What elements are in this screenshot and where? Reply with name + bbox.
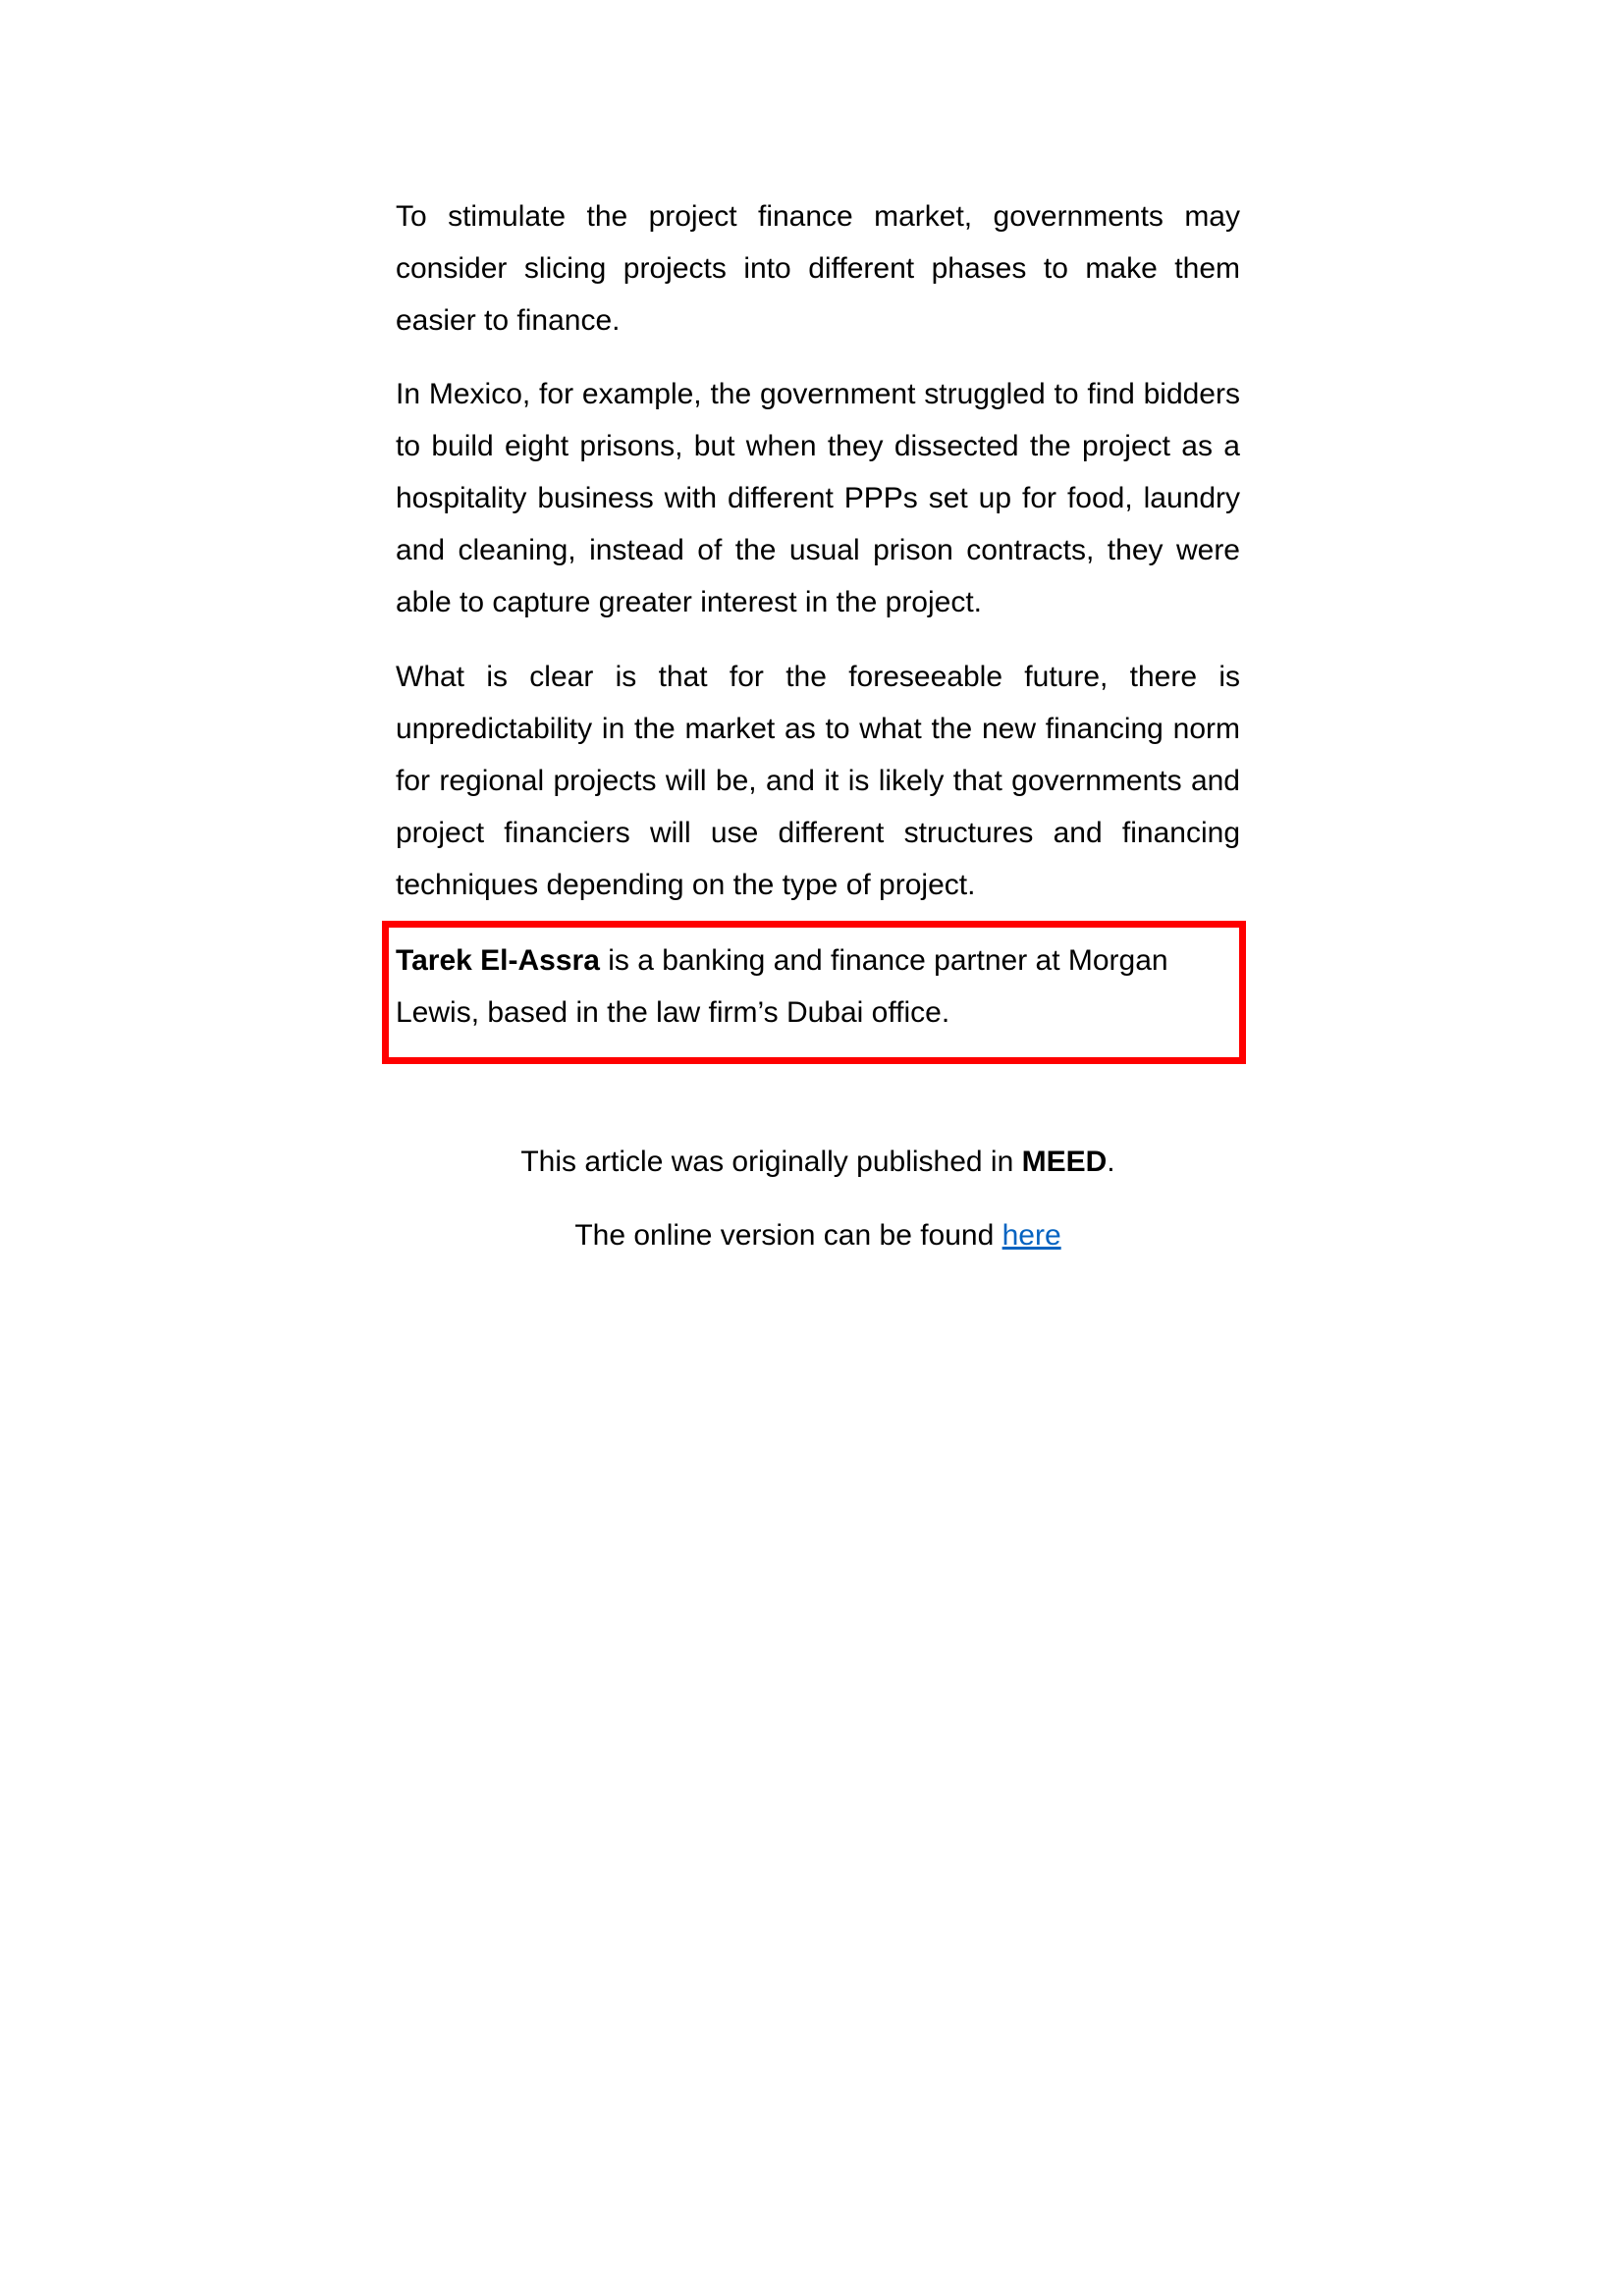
publication-source: MEED [1021,1146,1108,1178]
online-prefix: The online version can be found [574,1219,1002,1252]
paragraph-mexico-example: In Mexico, for example, the government struggled to find bidders to build eight prisons, but when they dissected the project as a hospitality business with different PPPs set up for food, laundry and cleaning, instead of the usual prison contracts, they were able to capture greater interest in the project. [396,378,1240,618]
author-bio [396,934,1220,1039]
paragraph-outlook: What is clear is that for the foreseeable future, there is unpredictability in the market as to what the new financing norm for regional projects will be, and it is likely that governments and project financiers will use different structures and financing techniques depending on the type of project. [396,661,1240,901]
publication-note [396,1136,1240,1188]
publication-suffix: . [1107,1146,1115,1178]
online-version-note [396,1209,1240,1261]
online-version-link[interactable]: here [1001,1219,1061,1252]
paragraph-slicing-projects: To stimulate the project finance market, governments may consider slicing projects into different phases to make them easier to finance. [396,200,1240,337]
author-description: is a banking and finance partner at Morgan Lewis, based in the law firm’s Dubai office. [396,944,1168,1029]
author-name: Tarek El-Assra [396,944,600,977]
publication-prefix: This article was originally published in [520,1146,1022,1178]
